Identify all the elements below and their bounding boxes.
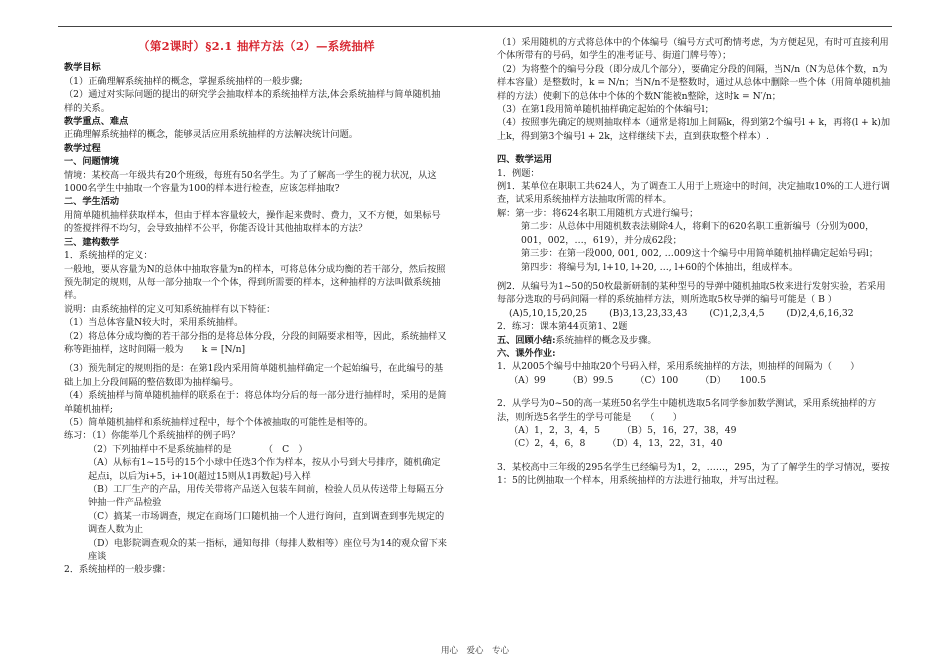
page-footer: 用心 爱心 专心 [440, 646, 509, 656]
section-heading: 教学重点、难点 [64, 116, 129, 128]
option: （C）100 [635, 374, 679, 386]
section-heading: 五、回顾小结: [497, 334, 556, 346]
option: (D)2,4,6,16,32 [786, 307, 854, 319]
paragraph: 一般地，要从容量为N的总体中抽取容量为n的样本，可将总体分成均衡的若干部分，然后按照预先制定的规则，从每一部分抽取一个个体，得到所需要的样本，这种抽样的方法叫做系统抽样。 [64, 263, 446, 302]
option: （A）99 [509, 374, 546, 386]
paragraph: 解：第一步：将624名职工用随机方式进行编号； [497, 207, 699, 219]
section-heading-with-text [497, 334, 892, 347]
top-rule [58, 26, 892, 27]
section-heading: 六、课外作业: [497, 347, 556, 359]
section-heading: 三、建构数学 [64, 236, 120, 248]
paragraph: （D）电影院调查观众的某一指标，通知每排（每排人数相等）座位号为14的观众留下来座谈 [88, 537, 447, 563]
option-row [497, 307, 892, 320]
section-heading: 教学目标 [64, 62, 101, 74]
section-heading: 一、问题情境 [64, 156, 120, 168]
option: （B）99.5 [567, 374, 614, 386]
paragraph: （2）下列抽样中不是系统抽样的是 （ C ） [88, 443, 308, 455]
right-column [497, 36, 892, 488]
paragraph: 2．从学号为0~50的高一某班50名学生中随机选取5名同学参加数学测试，采用系统抽样的方法，则所选5名学生的学号可能是 （ ） [497, 398, 877, 423]
option-row [497, 374, 892, 387]
paragraph: （A）从标有1~15号的15个小球中任选3个作为样本，按从小号到大号排序，随机确定起点i，以后为i+5，i+10(超过15则从1再数起)号入样 [88, 457, 441, 482]
option: （B）5，16，27，38，49 [622, 424, 737, 436]
section-heading: 教学过程 [64, 142, 101, 154]
option-row [497, 424, 892, 437]
paragraph: 1．系统抽样的定义： [64, 250, 153, 262]
paragraph: 1．从2005个编号中抽取20个号码入样，采用系统抽样的方法，则抽样的间隔为（ ） [497, 361, 860, 373]
option: （C）2，4，6，8 [509, 438, 586, 450]
spacer [497, 451, 892, 461]
option: (C)1,2,3,4,5 [709, 307, 765, 319]
paragraph: 第四步：将编号为l, l+10, l+20, …, l+60的个体抽出，组成样本。 [521, 261, 799, 273]
option: （D） 100.5 [700, 374, 767, 386]
page-title: （第2课时）§2.1 抽样方法（2）—系统抽样 [138, 39, 375, 53]
right-body [497, 36, 892, 488]
paragraph: 1．例题： [497, 167, 540, 179]
paragraph: 3．某校高中三年级的295名学生已经编号为1，2，……，295，为了了解学生的学习情况，要按1：5的比例抽取一个样本，用系统抽样的方法进行抽取，并写出过程。 [497, 461, 890, 487]
section-heading: 二、学生活动 [64, 196, 120, 208]
spacer [497, 143, 892, 153]
paragraph: （B）工厂生产的产品，用传关带将产品送入包装车间前，检验人员从传送带上每隔五分钟抽一件产品检验 [88, 484, 444, 509]
paragraph: （2）通过对实际问题的提出的研究学会抽取样本的系统抽样方法,体会系统抽样与简单随机抽样的关系。 [64, 89, 441, 114]
paragraph-text: 系统抽样的概念及步骤。 [555, 334, 657, 346]
option: (B)3,13,23,33,43 [609, 307, 688, 319]
option: (A)5,10,15,20,25 [509, 307, 588, 319]
paragraph: （1）正确理解系统抽样的概念，掌握系统抽样的一般步骤; [64, 75, 303, 87]
paragraph: 说明：由系统抽样的定义可知系统抽样有以下特征： [64, 303, 276, 315]
paragraph: （1）采用随机的方式将总体中的个体编号（编号方式可酌情考虑，为方便起见，有时可直接利用个体所带有的号码，如学生的准考证号、街道门牌号等）； [497, 37, 889, 62]
paragraph: （5）简单随机抽样和系统抽样过程中，每个个体被抽取的可能性是相等的。 [64, 416, 374, 428]
paragraph: （4）按照事先确定的规则抽取样本（通常是将l加上间隔k，得到第2个编号l + k，再将(l + k)加上k，得到第3个编号l + 2k，这样继续下去，直到获取整个样本）. [497, 117, 891, 142]
paragraph: （3）在第1段用简单随机抽样确定起始的个体编号l； [497, 104, 714, 116]
left-body [64, 61, 449, 576]
paragraph: 2．练习：课本第44页第1、2题 [497, 321, 628, 333]
paragraph: 正确理解系统抽样的概念，能够灵活应用系统抽样的方法解决统计问题。 [64, 129, 358, 141]
paragraph: 练习：（1）你能举几个系统抽样的例子吗？ [64, 430, 240, 442]
paragraph: 第二步：从总体中用随机数表法剔除4人，将剩下的620名职工重新编号（分别为000，001，002，…，619），并分成62段； [521, 221, 875, 246]
section-heading: 四、数学运用 [497, 154, 553, 166]
paragraph: （4）系统抽样与简单随机抽样的联系在于：将总体均分后的每一部分进行抽样时，采用的是简单随机抽样; [64, 390, 447, 415]
paragraph: （3）预先制定的规则指的是：在第1段内采用简单随机抽样确定一个起始编号，在此编号的基础上加上分段间隔的整倍数即为抽样编号。 [64, 363, 444, 388]
left-column [64, 36, 449, 577]
paragraph: 用简单随机抽样获取样本，但由于样本容量较大，操作起来费时、费力，又不方便，如果标号的签搅拌得不均匀，会导致抽样不公平，你能否设计其他抽取样本的方法？ [64, 209, 441, 235]
option-row [497, 437, 892, 450]
paragraph: 第三步：在第一段000, 001, 002, …009这十个编号中用简单随机抽样确定起始号码l； [521, 248, 879, 260]
paragraph: （C）搞某一市场调查，规定在商场门口随机抽一个人进行询问，直到调查到事先规定的调查人数为止 [88, 510, 445, 536]
spacer [497, 387, 892, 397]
paragraph: （2）为将整个的编号分段（即分成几个部分），要确定分段的间隔，当N/n（N为总体个数，n为样本容量）是整数时，k = N/n；当N/n不是整数时，通过从总体中删除一些个体（用简单随机抽样的方法）使剩下的总体中个体的个数N′能被n整除，这时k = N′/n； [497, 63, 891, 102]
option: （D）4，13，22，31，40 [607, 438, 723, 450]
paragraph: 例2．从编号为1~50的50枚最新研制的某种型号的导弹中随机抽取5枚来进行发射实验，若采用每部分选取的号码间隔一样的系统抽样方法，则所选取5枚导弹的编号可能是（ B ） [497, 280, 886, 306]
paragraph: 2．系统抽样的一般步骤： [64, 564, 171, 576]
paragraph: （2）将总体分成均衡的若干部分指的是将总体分段，分段的间隔要求相等，因此，系统抽样又称等距抽样，这时间隔一般为 k = [N/n] [64, 330, 447, 355]
paragraph: 例1．某单位在职职工共624人，为了调查工人用于上班途中的时间，决定抽取10%的工人进行调查，试采用系统抽样方法抽取所需的样本。 [497, 181, 890, 206]
paragraph: 情境：某校高一年级共有20个班级，每班有50名学生。为了了解高一学生的视力状况，从这1000名学生中抽取一个容量为100的样本进行检查，应该怎样抽取? [64, 169, 437, 195]
paragraph: （1）当总体容量N较大时，采用系统抽样。 [64, 317, 244, 329]
option: （A）1，2，3，4，5 [509, 424, 600, 436]
